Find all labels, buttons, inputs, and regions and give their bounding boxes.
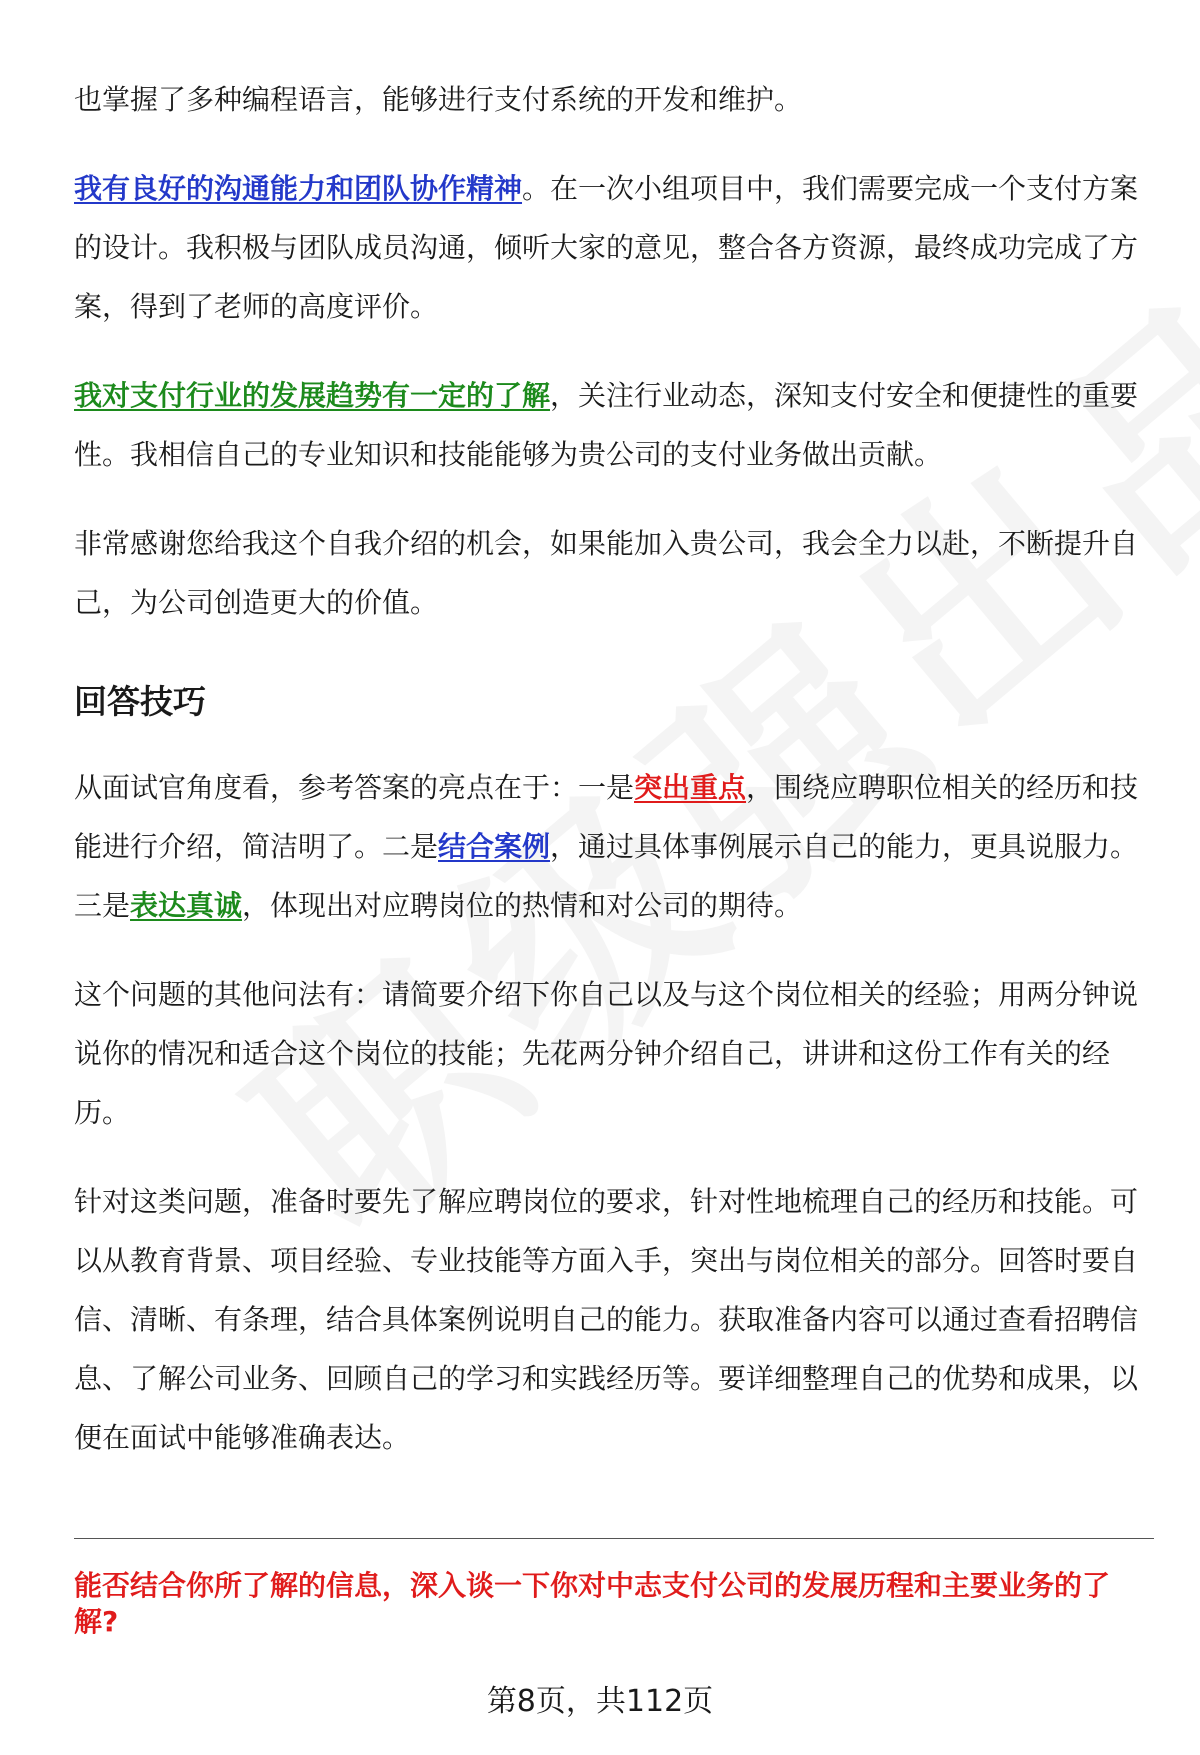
highlight-communication: 我有良好的沟通能力和团队协作精神 (74, 172, 523, 205)
paragraph-4 (74, 514, 1154, 632)
document-body (74, 70, 1154, 1497)
paragraph-2-text: 。在一次小组项目中，我们需要完成一个支付方案的设计。我积极与团队成员沟通，倾听大家的意见，整合各方资源，最终成功完成了方案，得到了老师的高度评价。 (74, 172, 1139, 323)
paragraph-5-text-4: ，体现出对应聘岗位的热情和对公司的期待。 (242, 889, 803, 922)
paragraph-2 (74, 159, 1154, 336)
paragraph-7-text: 针对这类问题，准备时要先了解应聘岗位的要求，针对性地梳理自己的经历和技能。可以从教育背景、项目经验、专业技能等方面入手，突出与岗位相关的部分。回答时要自信、清晰、有条理，结合具体案例说明自己的能力。获取准备内容可以通过查看招聘信息、了解公司业务、回顾自己的学习和实践经历等。要详细整理自己的优势和成果，以便在面试中能够准确表达。 (74, 1185, 1139, 1454)
paragraph-5 (74, 758, 1154, 935)
paragraph-4-text: 非常感谢您给我这个自我介绍的机会，如果能加入贵公司，我会全力以赴，不断提升自己，为公司创造更大的价值。 (74, 527, 1139, 619)
highlight-industry-trend: 我对支付行业的发展趋势有一定的了解 (74, 379, 551, 412)
paragraph-1 (74, 70, 1154, 129)
paragraph-5-text-3: ，通过具体事例展示自己的能力，更具说服力。三是 (74, 830, 1139, 922)
paragraph-6-text: 这个问题的其他问法有：请简要介绍下你自己以及与这个岗位相关的经验；用两分钟说说你的情况和适合这个岗位的技能；先花两分钟介绍自己，讲讲和这份工作有关的经历。 (74, 978, 1139, 1129)
paragraph-5-text-1: 从面试官角度看，参考答案的亮点在于：一是 (74, 771, 635, 804)
paragraph-5-text-2: ，围绕应聘职位相关的经历和技能进行介绍，简洁明了。二是 (74, 771, 1139, 863)
paragraph-3-text: ，关注行业动态，深知支付安全和便捷性的重要性。我相信自己的专业知识和技能能够为贵公司的支付业务做出贡献。 (74, 379, 1139, 471)
paragraph-6 (74, 965, 1154, 1142)
page-number: 第8页，共112页 (486, 1684, 714, 1719)
highlight-case: 结合案例 (438, 830, 551, 863)
paragraph-3 (74, 366, 1154, 484)
section-title: 回答技巧 (74, 682, 206, 721)
divider (74, 1538, 1154, 1539)
highlight-sincere: 表达真诚 (130, 889, 243, 922)
paragraph-1-text: 也掌握了多种编程语言，能够进行支付系统的开发和维护。 (74, 83, 803, 116)
paragraph-7 (74, 1172, 1154, 1467)
next-question: 能否结合你所了解的信息，深入谈一下你对中志支付公司的发展历程和主要业务的了解? (74, 1569, 1111, 1638)
highlight-focus: 突出重点 (634, 771, 747, 804)
